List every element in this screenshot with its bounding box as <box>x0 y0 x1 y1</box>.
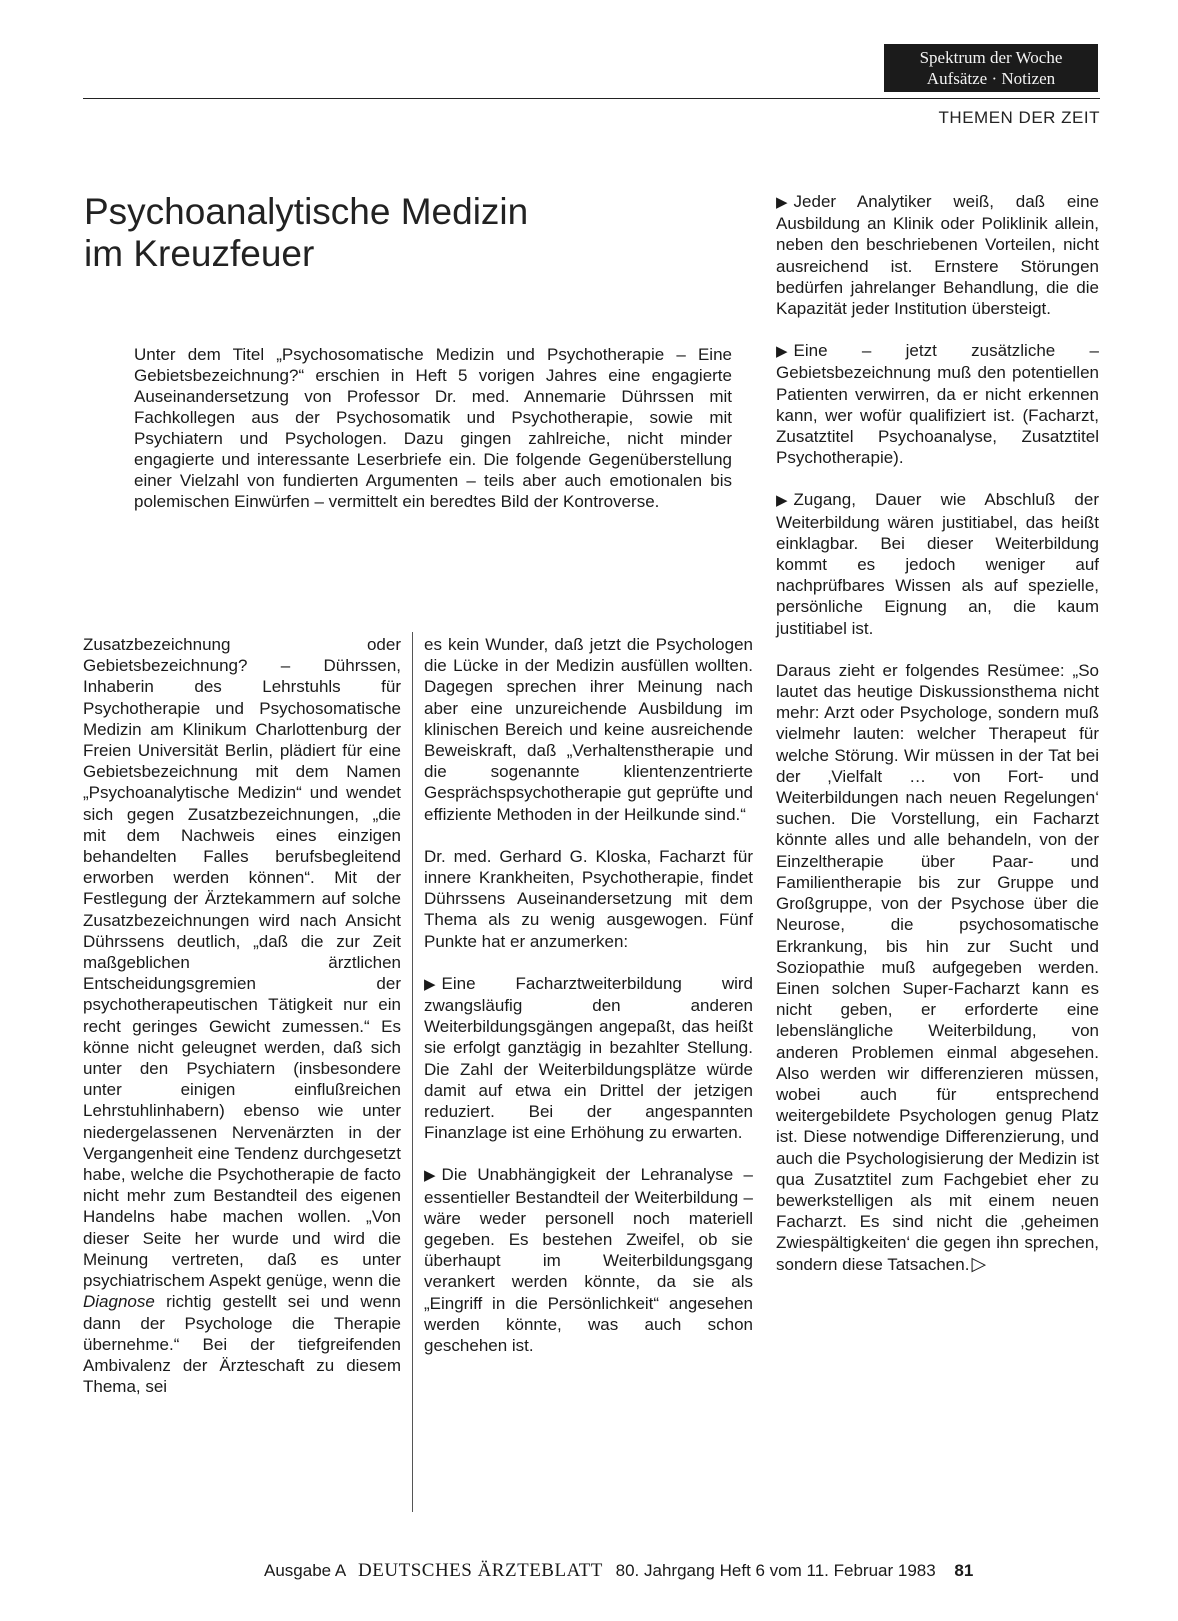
footer-issue: 80. Jahrgang Heft 6 vom 11. Februar 1983 <box>615 1561 936 1580</box>
col1-paragraph <box>83 634 401 1397</box>
header-rule <box>83 98 1100 99</box>
article-title <box>84 191 724 275</box>
continued-arrow-icon: ▷ <box>971 1253 987 1275</box>
col2-point-2-text: Die Unabhängigkeit der Lehranalyse – essentieller Bestandteil der Weiterbildung – wäre weder personell noch materiell gegeben. Es bestehen Zweifel, ob sie überhaupt im Weiterbildungsgang verankert werden könnte, da sie als „Eingriff in die Persönlichkeit“ angesehen werden könnte, was auch schon geschehen ist. <box>424 1165 753 1356</box>
col3-point-3-text: Jeder Analytiker weiß, daß eine Ausbildung an Klinik oder Poliklinik allein, neben den beschriebenen Vorteilen, nicht ausreichend ist. Ernstere Störungen bedürfen jahrelanger Behandlung, die die Kapazität jeder Institution übersteigt. <box>776 192 1099 319</box>
badge-line-1: Spektrum der Woche <box>919 48 1063 67</box>
section-badge <box>884 44 1098 92</box>
col1-text-a: Zusatzbezeichnung oder Gebietsbezeichnung? – Dührssen, Inhaberin des Lehrstuhls für Psychotherapie und Psychosomatische Medizin am Klinikum Charlottenburg der Freien Universität Berlin, plädiert für eine Gebietsbezeichnung mit dem Namen „Psychoanalytische Medizin“ und wendet sich gegen Zusatzbezeichnungen, „die mit dem Nachweis eines einzigen behandelten Falles berufsbegleitend erworben werden können“. Mit der Festlegung der Ärztekammern auf solche Zusatzbezeichnungen wird nach Ansicht Dührssens deutlich, „daß die zur Zeit maßgeblichen ärztlichen Entscheidungsgremien der psychotherapeutischen Tätigkeit nur ein recht geringes Gewicht zumessen.“ Es könne nicht geleugnet werden, daß sich unter den Psychiatern (insbesondere unter einigen einflußreichen Lehrstuhlinhabern) ebenso wie unter niedergelassenen Nervenärzten in der Vergangenheit eine Tendenz durchgesetzt habe, welche die Psychotherapie de facto nicht mehr zum Bestandteil des eigenen Handelns habe machen wollen. „Von dieser Seite her wurde und wird die Meinung vertreten, daß es unter psychiatrischem Aspekt genüge, wenn die <box>83 635 401 1291</box>
col3-point-5-text: Zugang, Dauer wie Abschluß der Weiterbildung wären justitiabel, das heißt einklagbar. Bei dieser Weiterbildung kommt es jedoch weniger auf nachprüfbares Wissen als auf spezielle, persönliche Eignung an, die kaum justitiabel ist. <box>776 490 1099 638</box>
col2-point-1 <box>424 973 753 1144</box>
triangle-bullet-icon: ▶ <box>424 1167 436 1185</box>
col3-point-3 <box>776 191 1099 319</box>
column-2 <box>424 634 753 1356</box>
page-footer <box>264 1560 1100 1582</box>
triangle-bullet-icon: ▶ <box>424 975 436 993</box>
col3-point-5 <box>776 489 1099 638</box>
lead-paragraph: Unter dem Titel „Psychosomatische Medizin und Psychotherapie – Eine Gebietsbezeichnung?“ erschien in Heft 5 vorigen Jahres eine engagierte Auseinandersetzung von Professor Dr. med. Annemarie Dührssen mit Fachkollegen aus der Psychosomatik und Psychotherapie, sowie mit Psychiatern und Psychologen. Dazu gingen zahlreiche, nicht minder engagierte und interessante Leserbriefe ein. Die folgende Gegenüberstellung einer Vielzahl von fundierten Argumenten – teils aber auch emotionalen bis polemischen Einwürfen – vermittelt ein beredtes Bild der Kontroverse. <box>134 345 732 511</box>
triangle-bullet-icon: ▶ <box>776 194 788 211</box>
section-label: THEMEN DER ZEIT <box>938 108 1100 127</box>
column-divider <box>412 632 413 1512</box>
col2-point-2 <box>424 1164 753 1356</box>
footer-edition: Ausgabe A <box>264 1561 346 1580</box>
col2-point-1-text: Eine Facharztweiterbildung wird zwangsläufig den anderen Weiterbildungsgängen angepaßt, das heißt sie erfolgt ganztägig in bezahlter Stellung. Die Zahl der Weiterbildungsplätze würde damit auf etwa ein Drittel der jetzigen reduziert. Bei der angespannten Finanzlage ist eine Erhöhung zu erwarten. <box>424 973 753 1143</box>
column-3 <box>776 191 1099 1275</box>
col2-paragraph-1: es kein Wunder, daß jetzt die Psychologen die Lücke in der Medizin ausfüllen wollten. Dagegen sprechen ihrer Meinung nach aber eine unzureichende Ausbildung im klinischen Bereich und keine ausreichende Beweiskraft, daß „Verhaltenstherapie und die sogenannte klientenzentrierte Gesprächspsychotherapie gut geprüfte und effiziente Methoden in der Heilkunde sind.“ <box>424 635 753 824</box>
title-line-1: Psychoanalytische Medizin <box>84 191 529 232</box>
triangle-bullet-icon: ▶ <box>776 343 788 361</box>
col3-summary-text: Daraus zieht er folgendes Resümee: „So lautet das heutige Diskussionsthema nicht mehr: Arzt oder Psychologe, sondern muß vielmehr lauten: welcher Therapeut für welche Störung. Wir müssen in der Tat bei der ‚Vielfalt … von Fort- und Weiterbildungen nach neuen Regelungen‘ suchen. Die Vorstellung, ein Facharzt könnte alles und alle behandeln, von der Einzeltherapie über Paar- und Familientherapie bis zur Gruppe und Großgruppe, von der Psychose über die Neurose, die psychosomatische Erkrankung, bis hin zur Sucht und Soziopathie muß aufgegeben werden. Einen solchen Super-Facharzt kann es nicht geben, er erforderte eine lebenslängliche Weiterbildung, von anderen Problemen einmal abgesehen. Also werden wir differenzieren müssen, wobei auch für entsprechend weitergebildete Psychologen genug Platz ist. Diese notwendige Differenzierung, und auch die Psychologisierung der Medizin ist qua Zusatztitel zum Fachgebiet eher zu bewerkstelligen als mit einem neuen Facharzt. Es sind nicht die ‚geheimen Zwiespältigkeiten‘ die gegen ihn sprechen, sondern diese Tatsachen. <box>776 660 1099 1274</box>
footer-magazine: DEUTSCHES ÄRZTEBLATT <box>358 1560 603 1581</box>
col3-point-4-text: Eine – jetzt zusätzliche – Gebietsbezeichnung muß den potentiellen Patienten verwirren, da er nicht erkennen kann, wer wofür qualifiziert ist. (Facharzt, Zusatztitel Psychoanalyse, Zusatztitel Psychotherapie). <box>776 341 1099 468</box>
col1-text-b: richtig gestellt sei und wenn dann der Psychologe die Therapie übernehme.“ Bei der tiefgreifenden Ambivalenz der Ärzteschaft zu diesem Thema, sei <box>83 1292 401 1397</box>
triangle-bullet-icon: ▶ <box>776 492 788 510</box>
column-1 <box>83 634 401 1397</box>
col1-italic: Diagnose <box>83 1292 155 1312</box>
col2-paragraph-2: Dr. med. Gerhard G. Kloska, Facharzt für innere Krankheiten, Psychotherapie, findet Dührssens Auseinandersetzung mit dem Thema als zu wenig ausgewogen. Fünf Punkte hat er anzumerken: <box>424 846 753 951</box>
title-line-2: im Kreuzfeuer <box>84 233 315 274</box>
col3-point-4 <box>776 340 1099 468</box>
page-number: 81 <box>954 1561 974 1580</box>
badge-line-2: Aufsätze · Notizen <box>926 69 1056 88</box>
col3-summary <box>776 660 1099 1275</box>
